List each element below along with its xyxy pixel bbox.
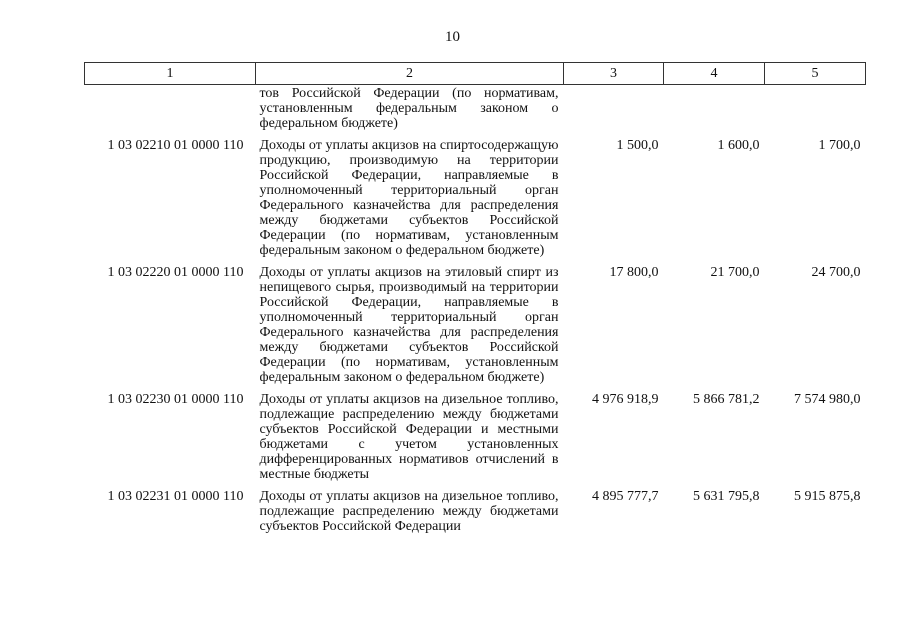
row-value-col-5: 7 574 980,0 bbox=[794, 392, 861, 407]
row-value-col-4 bbox=[664, 85, 765, 136]
table-row-continuation bbox=[85, 85, 866, 136]
row-value-col-4: 21 700,0 bbox=[710, 265, 760, 280]
header-col-2: 2 bbox=[256, 63, 564, 85]
row-description: Доходы от уплаты акцизов на этиловый спирт из непищевого сырья, производимый на территории Российской Федерации, направляемые в уполномоченный территориальный орган Федерального казначейства для распределения между бюджетами субъектов Российской Федерации (по нормативам, установленным федеральным законом о федеральном бюджете) bbox=[259, 265, 559, 385]
row-value-col-4: 5 866 781,2 bbox=[693, 392, 760, 407]
budget-revenue-table bbox=[84, 62, 866, 538]
row-value-col-5: 5 915 875,8 bbox=[794, 489, 861, 504]
row-description: тов Российской Федерации (по нормативам, установленным федеральным законом о федеральном бюджете) bbox=[259, 86, 559, 131]
row-value-col-5 bbox=[765, 85, 866, 136]
table-row bbox=[85, 486, 866, 538]
row-description: Доходы от уплаты акцизов на спиртосодержащую продукцию, производимую на территории Российской Федерации, направляемые в уполномоченный территориальный орган Федерального казначейства для распределения между бюджетами субъектов Российской Федерации (по нормативам, установленным федеральным законом о федеральном бюджете) bbox=[259, 138, 559, 258]
row-code: 1 03 02210 01 0000 110 bbox=[107, 138, 244, 153]
row-code: 1 03 02220 01 0000 110 bbox=[107, 265, 244, 280]
row-value-col-3: 1 500,0 bbox=[616, 138, 659, 153]
header-col-5: 5 bbox=[765, 63, 866, 85]
page-number: 10 bbox=[445, 29, 460, 45]
table-row bbox=[85, 135, 866, 262]
table-row bbox=[85, 262, 866, 389]
row-description: Доходы от уплаты акцизов на дизельное топливо, подлежащие распределению между бюджетами субъектов Российской Федерации и местными бюджетами с учетом установленных дифференцированных нормативов отчислений в местные бюджеты bbox=[259, 392, 559, 482]
row-value-col-3: 4 976 918,9 bbox=[592, 392, 659, 407]
table-row bbox=[85, 389, 866, 486]
header-col-1: 1 bbox=[85, 63, 256, 85]
row-code: 1 03 02230 01 0000 110 bbox=[107, 392, 244, 407]
row-code: 1 03 02231 01 0000 110 bbox=[107, 489, 244, 504]
row-description: Доходы от уплаты акцизов на дизельное топливо, подлежащие распределению между бюджетами субъектов Российской Федерации bbox=[259, 489, 559, 534]
row-value-col-4: 5 631 795,8 bbox=[693, 489, 760, 504]
row-value-col-4: 1 600,0 bbox=[717, 138, 760, 153]
row-value-col-3: 4 895 777,7 bbox=[592, 489, 659, 504]
row-value-col-3 bbox=[564, 85, 664, 136]
header-col-3: 3 bbox=[564, 63, 664, 85]
header-col-4: 4 bbox=[664, 63, 765, 85]
row-code bbox=[85, 85, 256, 136]
row-value-col-5: 1 700,0 bbox=[818, 138, 861, 153]
row-value-col-3: 17 800,0 bbox=[609, 265, 659, 280]
table-header-row bbox=[85, 63, 866, 85]
row-value-col-5: 24 700,0 bbox=[811, 265, 861, 280]
